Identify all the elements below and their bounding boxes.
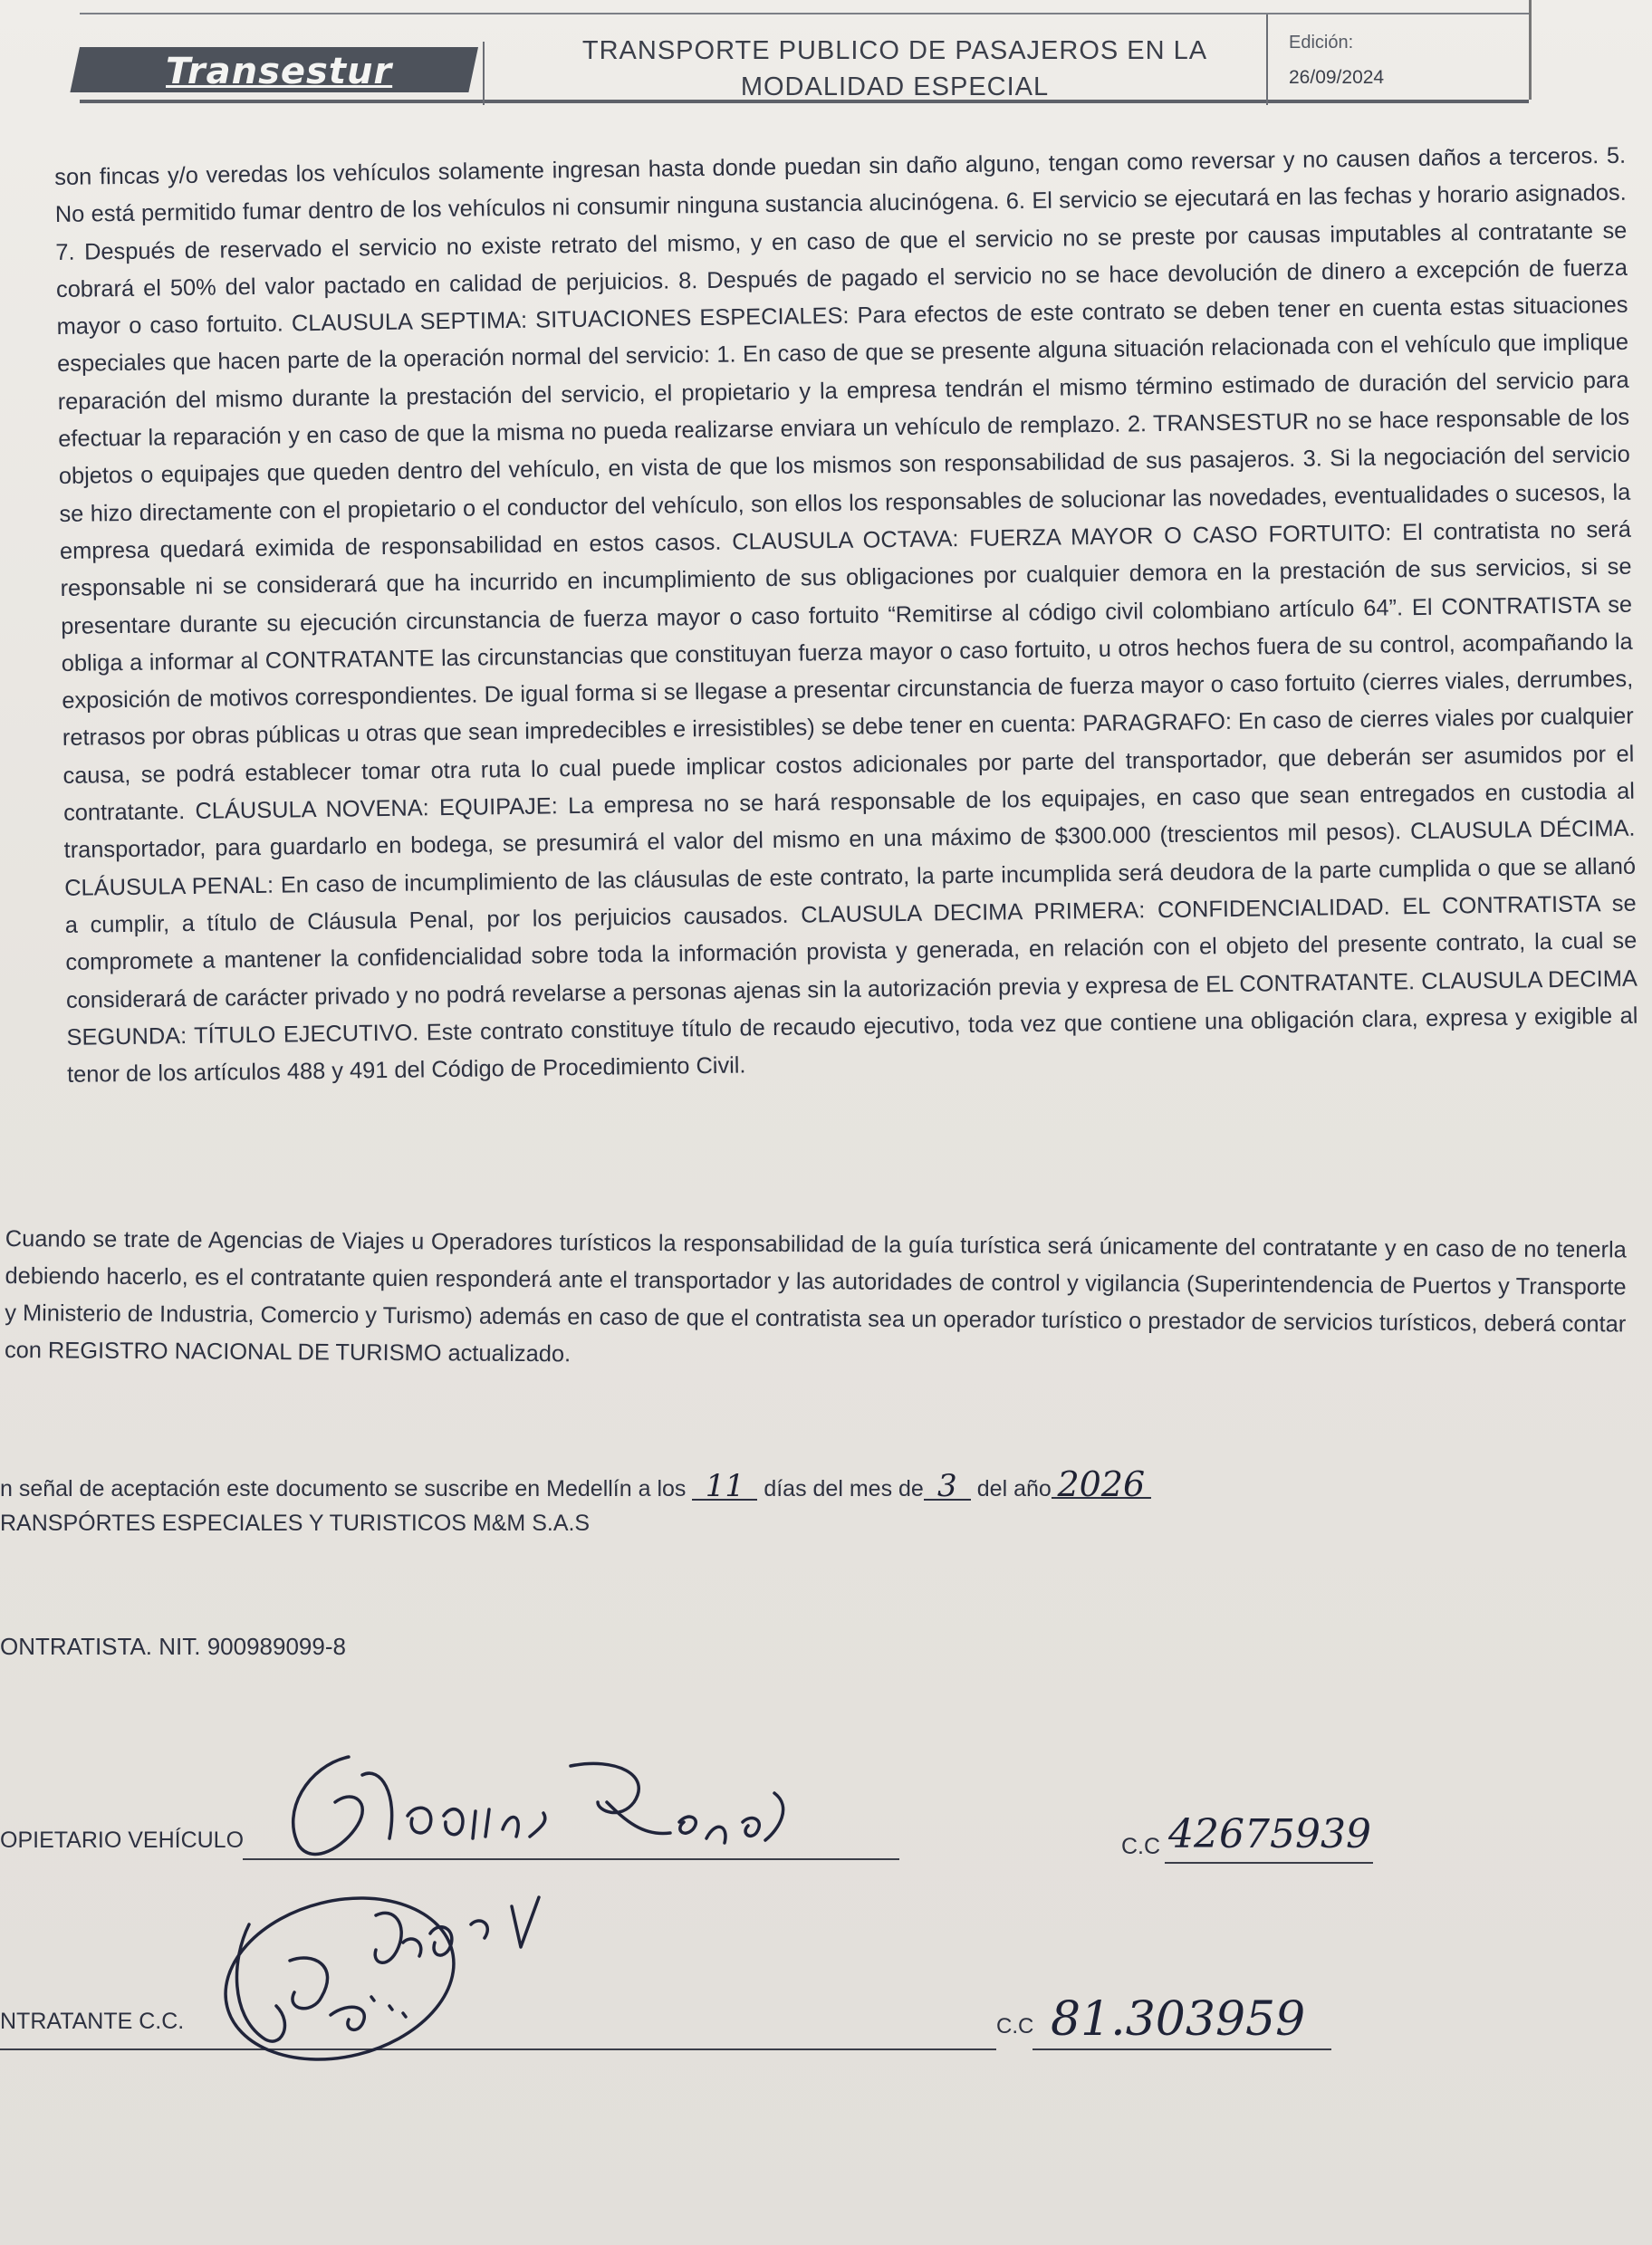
acceptance-year-text: del año bbox=[976, 1476, 1052, 1501]
acceptance-text: n señal de aceptación este documento se suscribe en Medellín a los bbox=[0, 1476, 687, 1501]
travel-agency-paragraph: Cuando se trate de Agencias de Viajes u Operadores turísticos la responsabilidad de la guía turística será únicamente del contratante y en caso de no tenerla debiendo hacerlo, es el contratante quien responderá ante el transportador y las autoridades de control y vigilancia (Superintendencia de Puertos y Transporte y Ministerio de Industria, Comercio y Turismo) además en caso de que el contratista sea un operador turístico o prestador de servicios turísticos, deberá contar con REGISTRO NACIONAL DE TURISMO actualizado. bbox=[4, 1225, 1627, 1367]
contract-clauses bbox=[54, 138, 1638, 1095]
edition-label: Edición: bbox=[1289, 33, 1354, 53]
document-header bbox=[80, 13, 1529, 103]
edition-date: 26/09/2024 bbox=[1289, 67, 1385, 88]
contratista-nit: ONTRATISTA. NIT. 900989099-8 bbox=[0, 1633, 346, 1660]
owner-cc-label: C.C bbox=[1121, 1834, 1161, 1859]
document-title-line2: MODALIDAD ESPECIAL bbox=[740, 72, 1050, 101]
year-field: 2026 bbox=[1052, 1472, 1151, 1499]
company-name: RANSPÓRTES ESPECIALES Y TURISTICOS M&M S.A.S bbox=[0, 1511, 591, 1536]
header-divider bbox=[1266, 14, 1268, 105]
month-field: 3 bbox=[924, 1473, 971, 1501]
contratante-cc-line bbox=[1032, 2048, 1331, 2050]
contratante-cc-label: C.C bbox=[996, 2014, 1034, 2039]
day-field: 11 bbox=[692, 1473, 757, 1501]
document-title bbox=[478, 33, 1311, 105]
contratante-signature bbox=[213, 1879, 602, 2069]
owner-signature bbox=[272, 1739, 851, 1866]
contratante-cc-number: 81.303959 bbox=[1051, 1992, 1306, 2047]
owner-label: OPIETARIO VEHÍCULO bbox=[0, 1828, 245, 1853]
clauses-paragraph: son fincas y/o veredas los vehículos solamente ingresan hasta donde puedan sin daño alguno, tengan como reversar y no causen daños a terceros. 5. No está permitido fumar dentro de los vehículos ni consumir ninguna sustancia alucinógena. 6. El servicio se ejecutará en las fechas y horario asignados. 7. Después de reservado el servicio no existe retrato del mismo, y en caso de que el servicio no se preste por causas imputables al contratante se cobrará el 50% del valor pactado en calidad de perjuicios. 8. Después de pagado el servicio no se hace devolución de dinero a excepción de fuerza mayor o caso fortuito. CLAUSULA SEPTIMA: SITUACIONES ESPECIALES: Para efectos de este contrato se deben tener en cuenta estas situaciones especiales que hacen parte de la operación normal del servicio: 1. En caso de que se presente alguna situación relacionada con el vehículo que implique reparación del mismo durante la prestación del servicio, el propietario y la empresa tendrán el mismo término estimado de duración del servicio para efectuar la reparación y en caso de que la misma no pueda realizarse enviara un vehículo de remplazo. 2. TRANSESTUR no se hace responsable de los objetos o equipajes que queden dentro del vehículo, en vista de que los mismos son responsabilidad de sus pasajeros. 3. Si la negociación del servicio se hizo directamente con el propietario o el conductor del vehículo, son ellos los responsables de solucionar las novedades, eventualidades o sucesos, la empresa quedará eximida de responsabilidad en estos casos. CLAUSULA OCTAVA: FUERZA MAYOR O CASO FORTUITO: El contratista no será responsable ni se considerará que ha incurrido en incumplimiento de sus obligaciones por cualquier demora en la prestación de sus servicios, si se presentare durante su ejecución circunstancia de fuerza mayor o caso fortuito “Remitirse al código civil colombiano artículo 64”. El CONTRATISTA se obliga a informar al CONTRATANTE las circunstancias que constituyan fuerza mayor o caso fortuito, u otros hechos fuera de su control, acompañando la exposición de motivos correspondientes. De igual forma si se llegase a presentar circunstancia de fuerza mayor o caso fortuito (cierres viales, derrumbes, retrasos por obras públicas u otras que sean impredecibles e irresistibles) se debe tener en cuenta: PARAGRAFO: En caso de cierres viales por cualquier causa, se podrá establecer tomar otra ruta lo cual puede implicar costos adicionales por parte del transportador, que deberán ser asumidos por el contratante. CLÁUSULA NOVENA: EQUIPAJE: La empresa no se hará responsable de los equipajes, en caso que sean entregados en custodia al transportador, para guardarlo en bodega, se presumirá el valor del mismo en una máximo de $300.000 (trescientos mil pesos). CLAUSULA DÉCIMA. CLÁUSULA PENAL: En caso de incumplimiento de las cláusulas de este contrato, la parte incumplida será deudora de la parte cumplida o que se allanó a cumplir, a título de Cláusula Penal, por los perjuicios causados. CLAUSULA DECIMA PRIMERA: CONFIDENCIALIDAD. EL CONTRATISTA se compromete a mantener la confidencialidad sobre toda la información provista y generada, en relación con el objeto del presente contrato, la cual se considerará de carácter privado y no podrá revelarse a personas ajenas sin la autorización previa y expresa de EL CONTRATANTE. CLAUSULA DECIMA SEGUNDA: TÍTULO EJECUTIVO. Este contrato constituye título de recaudo ejecutivo, toda vez que contiene una obligación clara, expresa y exigible al tenor de los artículos 488 y 491 del Código de Procedimiento Civil. bbox=[54, 142, 1638, 1089]
document-title-line1: TRANSPORTE PUBLICO DE PASAJEROS EN LA bbox=[581, 36, 1208, 65]
acceptance-month-text: días del mes de bbox=[764, 1476, 924, 1501]
travel-agency-paragraph-block bbox=[5, 1221, 1627, 1380]
owner-cc-line bbox=[1165, 1862, 1373, 1864]
owner-cc-number: 42675939 bbox=[1168, 1811, 1371, 1857]
acceptance-statement bbox=[0, 1464, 1151, 1504]
header-right-border bbox=[1529, 0, 1532, 100]
company-logo: Transestur bbox=[166, 51, 393, 92]
contratante-label: NTRATANTE C.C. bbox=[0, 2009, 185, 2034]
